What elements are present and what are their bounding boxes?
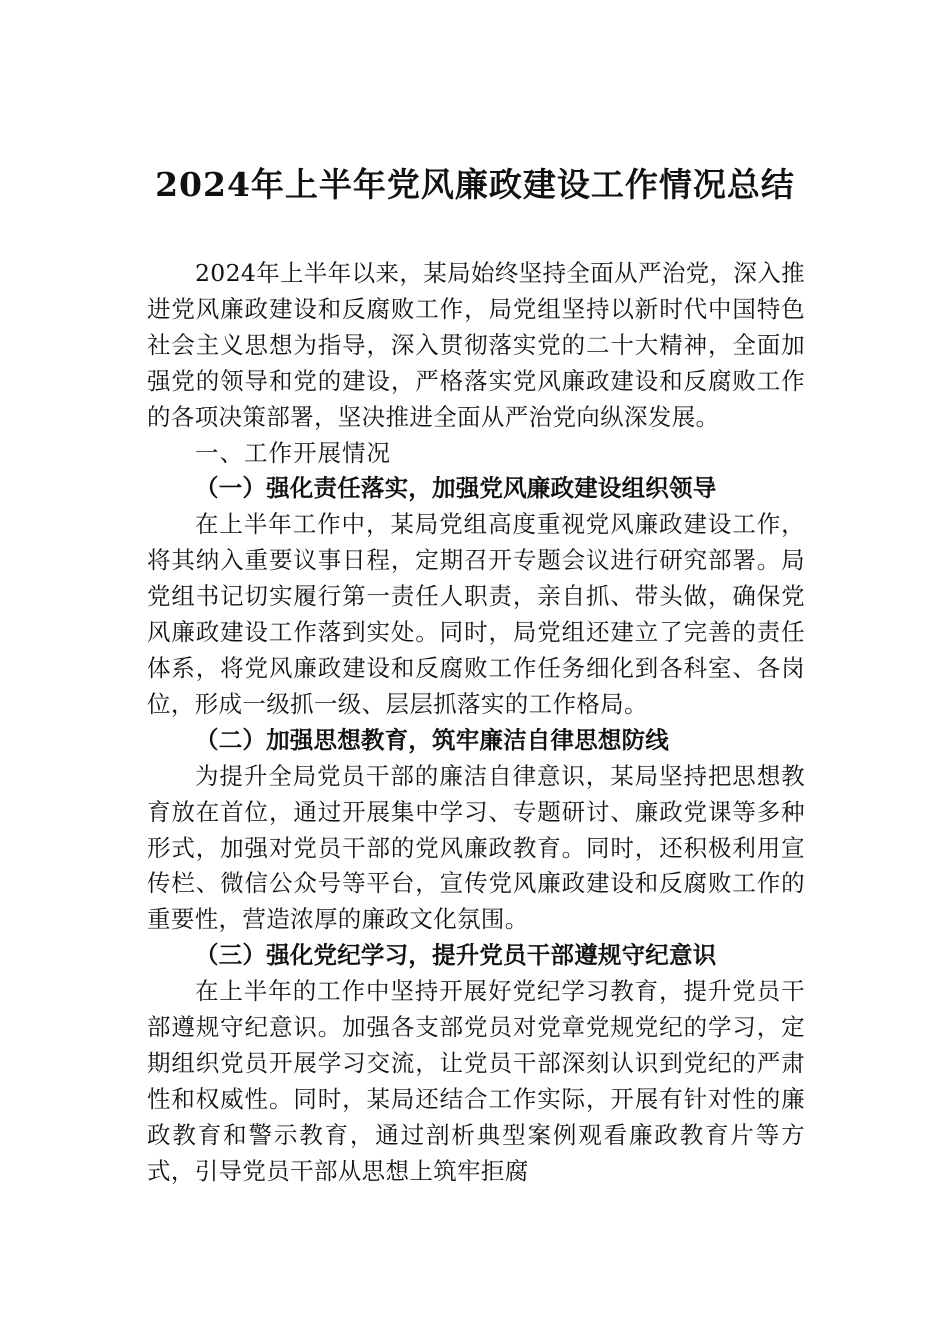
subsection-heading-1: （一）强化责任落实，加强党风廉政建设组织领导 xyxy=(195,474,717,503)
section-heading-work-status: 一、工作开展情况 xyxy=(195,438,391,467)
subsection-2-paragraph: 为提升全局党员干部的廉洁自律意识，某局坚持把思想教育放在首位，通过开展集中学习、专题研讨、廉政党课等多种形式，加强对党员干部的党风廉政教育。同时，还积极利用宣传栏、微信公众号等平台，宣传党风廉政建设和反腐败工作的重要性，营造浓厚的廉政文化氛围。 xyxy=(147,761,805,934)
subsection-heading-3: （三）强化党纪学习，提升党员干部遵规守纪意识 xyxy=(195,941,717,970)
subsection-1-paragraph: 在上半年工作中，某局党组高度重视党风廉政建设工作，将其纳入重要议事日程，定期召开专题会议进行研究部署。局党组书记切实履行第一责任人职责，亲自抓、带头做，确保党风廉政建设工作落到实处。同时，局党组还建立了完善的责任体系，将党风廉政建设和反腐败工作任务细化到各科室、各岗位，形成一级抓一级、层层抓落实的工作格局。 xyxy=(147,510,805,718)
document-title: 2024年上半年党风廉政建设工作情况总结 xyxy=(155,165,795,204)
document-body xyxy=(147,256,805,1190)
intro-paragraph: 2024年上半年以来，某局始终坚持全面从严治党，深入推进党风廉政建设和反腐败工作，局党组坚持以新时代中国特色社会主义思想为指导，深入贯彻落实党的二十大精神，全面加强党的领导和党的建设，严格落实党风廉政建设和反腐败工作的各项决策部署，坚决推进全面从严治党向纵深发展。 xyxy=(147,259,805,431)
subsection-3-paragraph: 在上半年的工作中坚持开展好党纪学习教育，提升党员干部遵规守纪意识。加强各支部党员对党章党规党纪的学习，定期组织党员开展学习交流，让党员干部深刻认识到党纪的严肃性和权威性。同时，某局还结合工作实际，开展有针对性的廉政教育和警示教育，通过剖析典型案例观看廉政教育片等方式，引导党员干部从思想上筑牢拒腐 xyxy=(147,977,805,1185)
subsection-heading-2: （二）加强思想教育，筑牢廉洁自律思想防线 xyxy=(195,725,669,754)
